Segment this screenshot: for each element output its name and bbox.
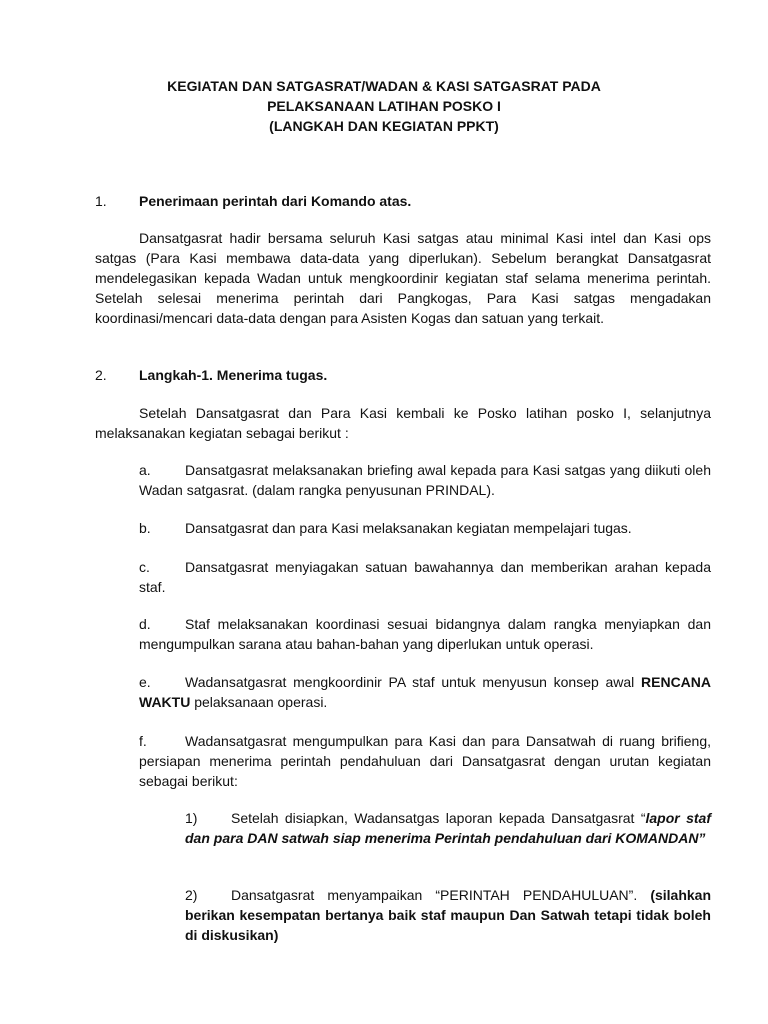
subitem-1-text: Setelah disiapkan, Wadansatgas laporan kepada Dansatgasrat <box>231 810 635 826</box>
section-1-number: 1. <box>95 193 107 209</box>
item-c <box>139 557 711 597</box>
section-2-paragraph: Setelah Dansatgasrat dan Para Kasi kembali ke Posko latihan posko I, selanjutnya melaksanakan kegiatan sebagai berikut : <box>95 405 711 441</box>
subitem-1-label: 1) <box>185 810 198 826</box>
item-c-label: c. <box>139 559 150 575</box>
item-a <box>139 460 711 500</box>
subitem-2-bold-note: (silahkan berikan kesempatan bertanya baik staf maupun Dan Satwah tetapi tidak boleh di diskusikan) <box>185 887 712 943</box>
item-e <box>139 672 711 712</box>
subitem-2-text: Dansatgasrat menyampaikan “PERINTAH PENDAHULUAN”. <box>231 887 638 903</box>
item-c-text: Dansatgasrat menyiagakan satuan bawahannya dan memberikan arahan kepada staf. <box>139 559 711 595</box>
subitem-1-quote: lapor staf dan para DAN satwah siap menerima Perintah pendahuluan dari KOMANDAN” <box>185 810 712 846</box>
item-e-bold-text: RENCANA WAKTU <box>139 674 712 710</box>
item-b-label: b. <box>139 520 151 536</box>
section-1-paragraph: Dansatgasrat hadir bersama seluruh Kasi satgas atau minimal Kasi intel dan Kasi ops satgas (Para Kasi membawa data-data yang diperlukan). Sebelum berangkat Dansatgasrat mendelegasikan kepada Wadan untuk mengkoordinir kegiatan staf selama menerima perintah. Setelah selesai menerima perintah dari Pangkogas, Para Kasi satgas mengadakan koordinasi/mencari data-data dengan para Asisten Kogas dan satuan yang terkait. <box>95 230 711 326</box>
section-2-number: 2. <box>95 367 107 383</box>
title-line-2: PELAKSANAAN LATIHAN POSKO I <box>267 98 501 114</box>
subitem-2 <box>185 885 711 945</box>
item-b-text: Dansatgasrat dan para Kasi melaksanakan kegiatan mempelajari tugas. <box>185 520 632 536</box>
item-b <box>139 518 711 538</box>
item-e-label: e. <box>139 674 151 690</box>
document-title <box>0 76 768 136</box>
item-a-label: a. <box>139 462 151 478</box>
item-a-text: Dansatgasrat melaksanakan briefing awal kepada para Kasi satgas yang diikuti oleh Wadan satgasrat. (dalam rangka penyusunan PRINDAL). <box>139 462 711 498</box>
item-f-text: Wadansatgasrat mengumpulkan para Kasi dan para Dansatwah di ruang brifieng, persiapan menerima perintah pendahuluan dari Dansatgasrat dengan urutan kegiatan sebagai berikut: <box>139 733 711 789</box>
title-line-1: KEGIATAN DAN SATGASRAT/WADAN & KASI SATGASRAT PADA <box>167 78 601 94</box>
section-2-title: Langkah-1. Menerima tugas. <box>139 367 328 383</box>
item-e-text-after: pelaksanaan operasi. <box>190 694 328 710</box>
item-d-text: Staf melaksanakan koordinasi sesuai bidangnya dalam rangka menyiapkan dan mengumpulkan sarana atau bahan-bahan yang diperlukan untuk operasi. <box>139 616 711 652</box>
subitem-1-quote-open: “ <box>640 810 646 826</box>
item-f-label: f. <box>139 733 147 749</box>
item-e-text: Wadansatgasrat mengkoordinir PA staf untuk menyusun konsep awal <box>185 674 635 690</box>
title-line-3: (LANGKAH DAN KEGIATAN PPKT) <box>269 118 499 134</box>
item-d-label: d. <box>139 616 151 632</box>
subitem-2-label: 2) <box>185 887 198 903</box>
subitem-1 <box>185 808 711 848</box>
item-f <box>139 731 711 791</box>
item-d <box>139 614 711 654</box>
section-1-title: Penerimaan perintah dari Komando atas. <box>139 193 412 209</box>
